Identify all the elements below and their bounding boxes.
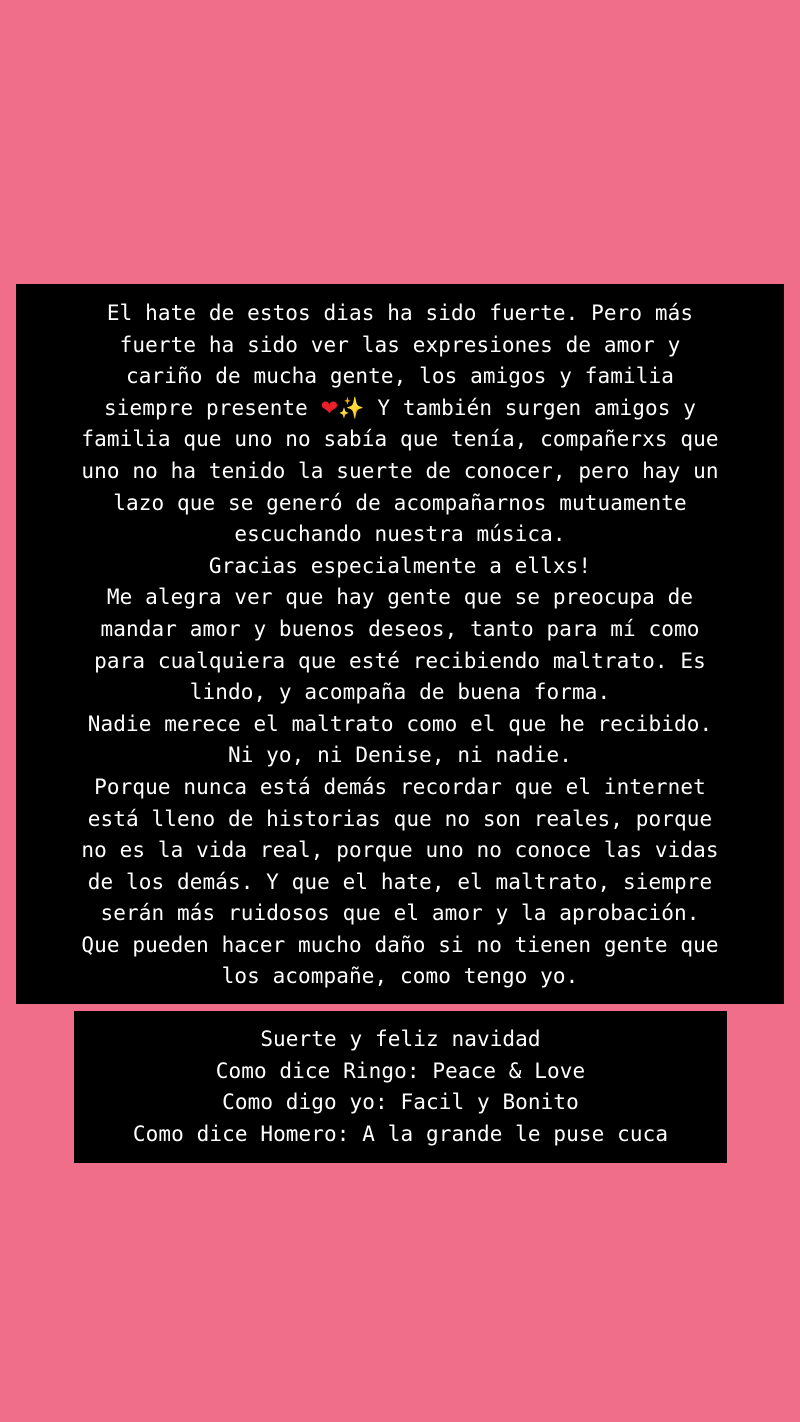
main-text-line-01: El hate de estos dias ha sido fuerte. Pero más (106, 301, 694, 325)
main-text-line-05: familia que uno no sabía que tenía, compañerxs que (81, 427, 719, 452)
main-text-line-22: los acompañe, como tengo yo. (221, 964, 579, 989)
sparkles-icon: ✨ (338, 395, 365, 420)
signoff-line-3: Como digo yo: Facil y Bonito (222, 1090, 579, 1115)
main-text-line-20: serán más ruidosos que el amor y la aprobación. (100, 901, 700, 926)
main-text-line-13: lindo, y acompaña de buena forma. (189, 680, 611, 705)
story-text-box-main (16, 284, 784, 1004)
main-text-line-15: Ni yo, ni Denise, ni nadie. (227, 743, 573, 768)
main-text-line-06: uno no ha tenido la suerte de conocer, pero hay un (81, 458, 719, 483)
main-text-line-07: lazo que se generó de acompañarnos mutuamente (113, 490, 687, 515)
main-text-line-12: para cualquiera que esté recibiendo maltrato. Es (94, 648, 706, 673)
main-text-line-17: está lleno de historias que no son reales, porque (87, 806, 713, 831)
main-text-line-18: no es la vida real, porque uno no conoce las vidas (81, 838, 719, 863)
signoff-line-4: Como dice Homero: A la grande le puse cuca (132, 1121, 669, 1146)
main-text-line-21: Que pueden hacer mucho daño si no tienen gente que (81, 932, 719, 957)
red-heart-icon: ❤ (320, 395, 339, 420)
main-text-line-09: Gracias especialmente a ellxs! (208, 553, 592, 578)
main-text-line-04-end: Y también surgen amigos y (364, 395, 696, 420)
main-text-line-11: mandar amor y buenos deseos, tanto para mí como (100, 616, 700, 641)
signoff-line-1: Suerte y feliz navidad (260, 1027, 541, 1051)
main-text-line-16: Porque nunca está demás recordar que el internet (94, 774, 706, 799)
main-text-line-03: cariño de mucha gente, los amigos y familia (126, 364, 674, 389)
main-text-line-04-start: siempre presente (104, 395, 321, 420)
main-text-line-10: Me alegra ver que hay gente que se preocupa de (106, 585, 694, 610)
main-text-line-14: Nadie merece el maltrato como el que he recibido. (87, 711, 713, 736)
main-text-line-04 (16, 393, 784, 425)
main-text-line-02: fuerte ha sido ver las expresiones de amor y (119, 332, 681, 357)
main-text-line-19: de los demás. Y que el hate, el maltrato, siempre (87, 869, 713, 894)
main-text-line-08: escuchando nuestra música. (234, 522, 566, 547)
story-text-box-signoff (74, 1011, 727, 1163)
signoff-line-2: Como dice Ringo: Peace & Love (215, 1058, 586, 1083)
